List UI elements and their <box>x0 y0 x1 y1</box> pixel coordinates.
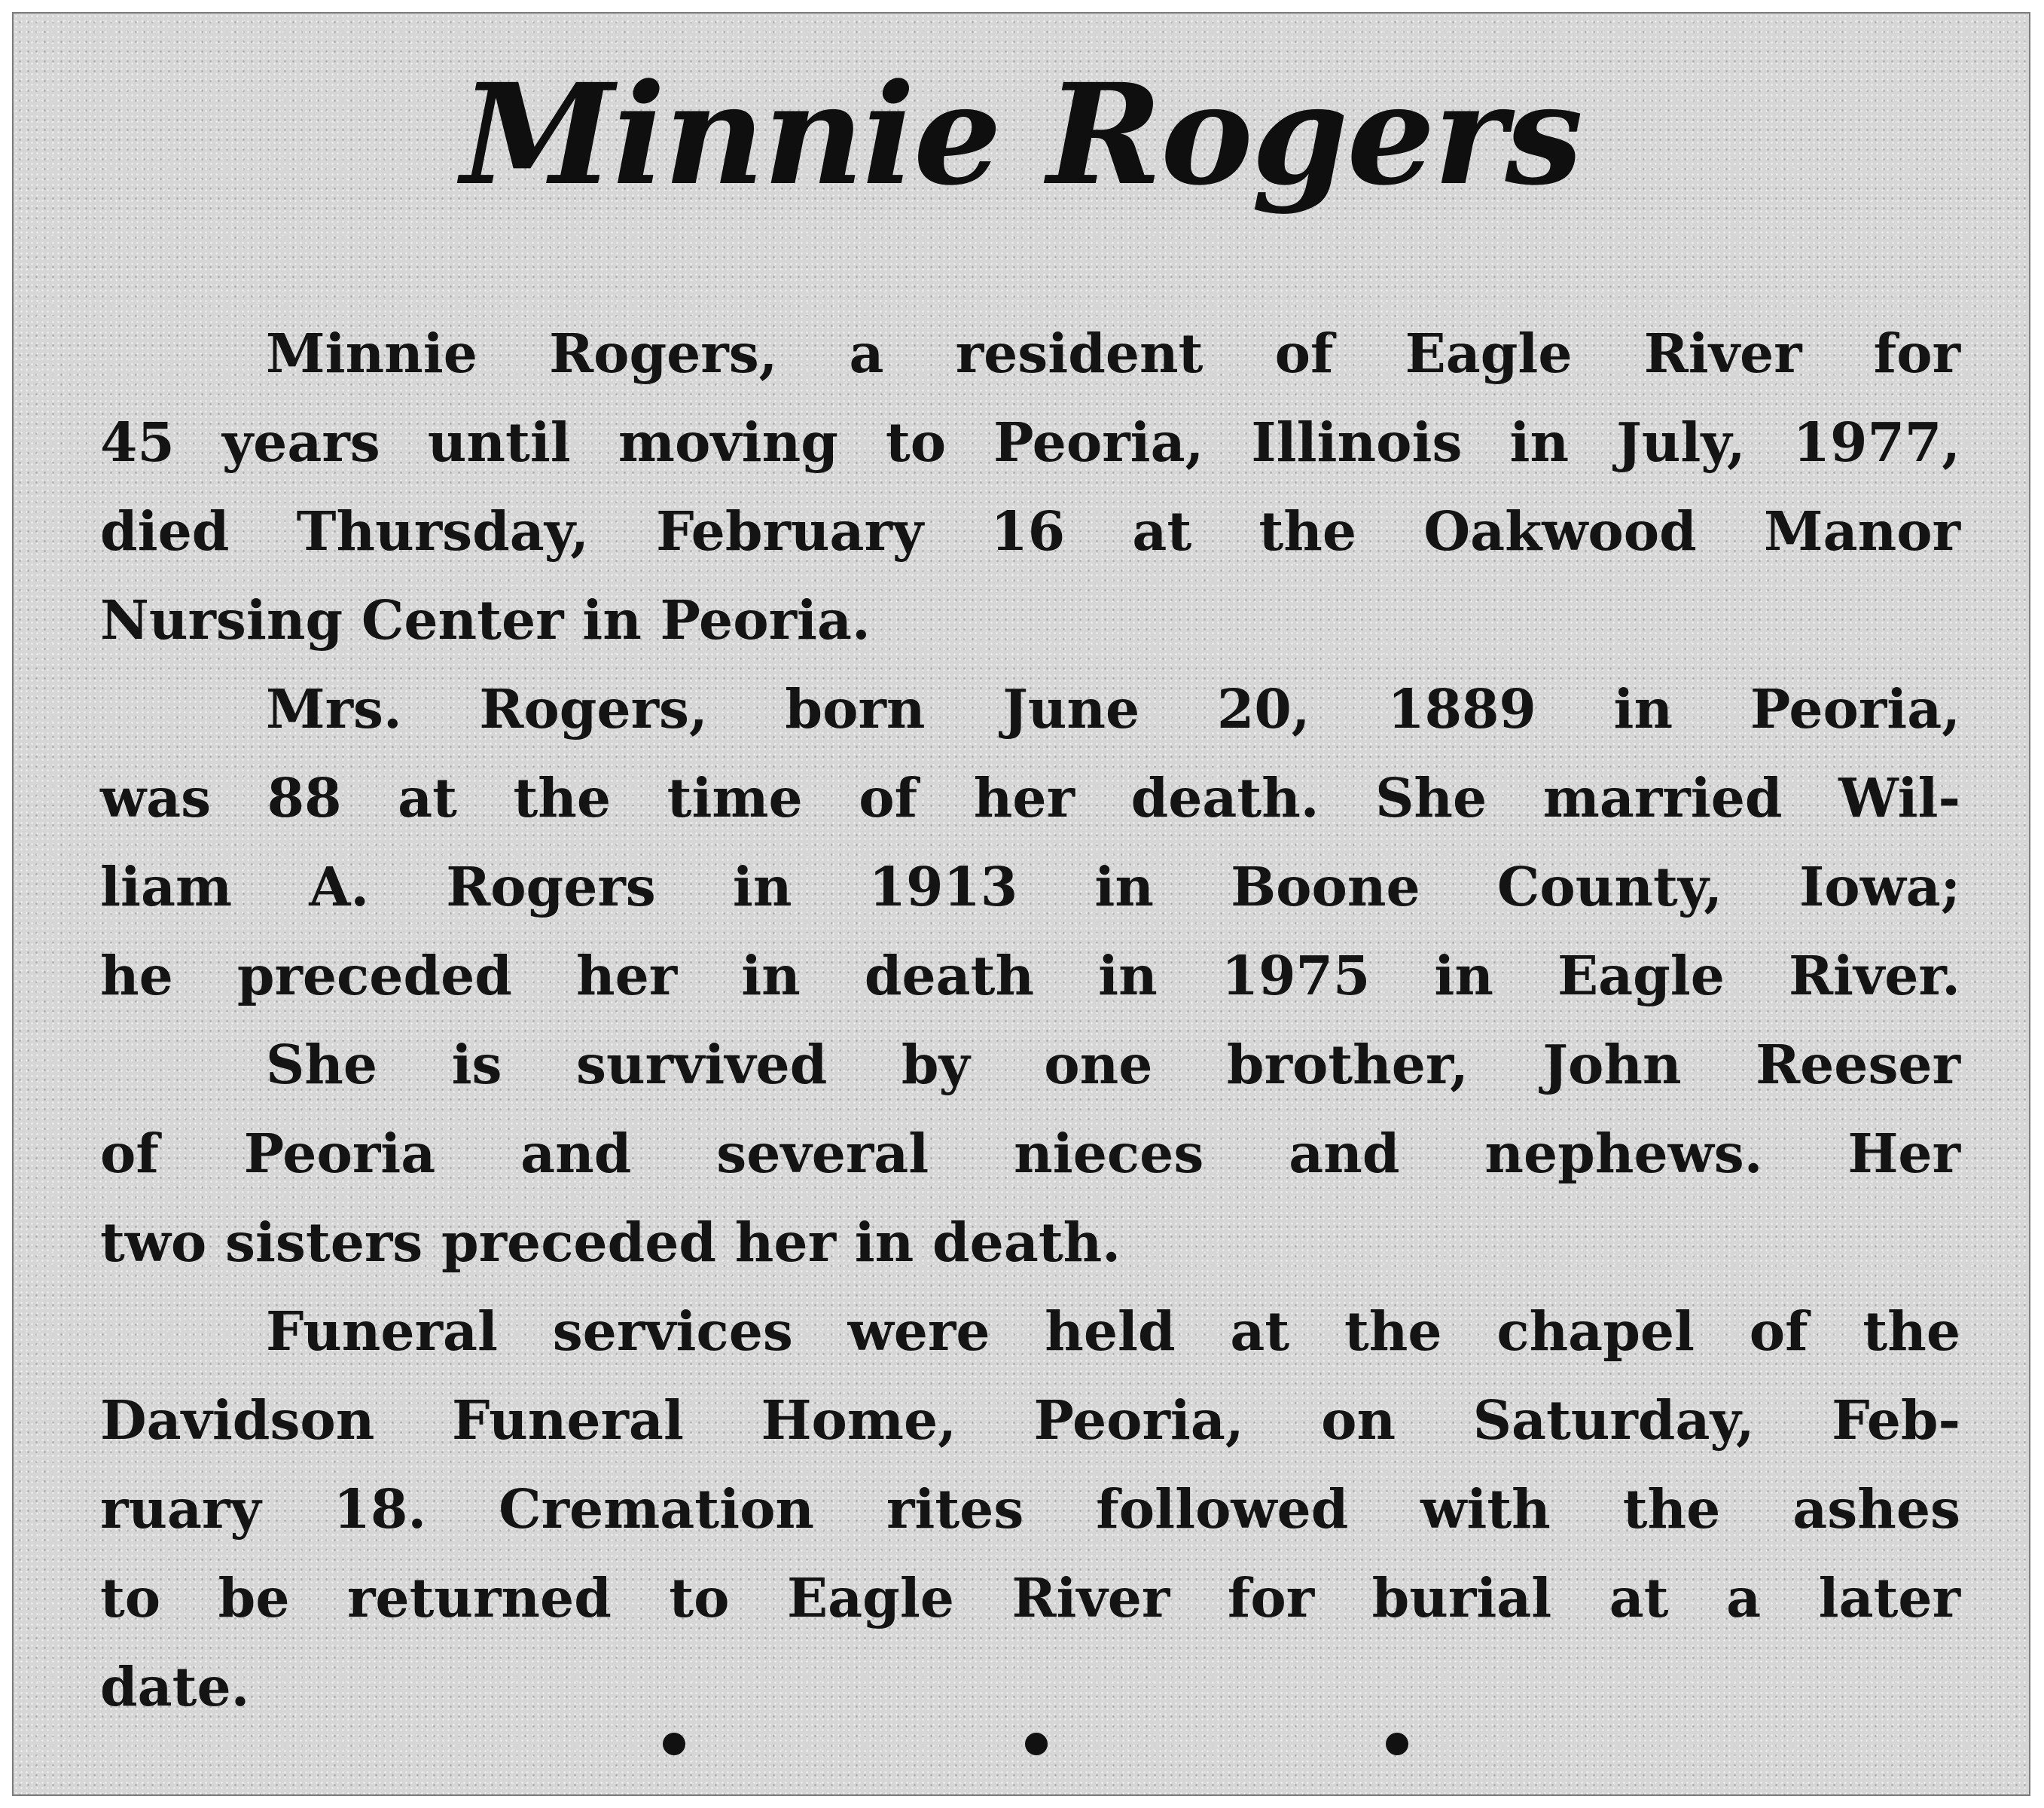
bullet-dot <box>1025 1733 1048 1755</box>
obituary-headline: Minnie Rogers <box>460 53 1582 216</box>
body-line: two sisters preceded her in death. <box>100 1211 1121 1274</box>
footer-bullets <box>14 1733 2029 1778</box>
obituary-body <box>100 309 1960 1731</box>
body-line: 45 years until moving to Peoria, Illinois in July, 1977, <box>100 411 1960 474</box>
bullet-dot <box>1386 1733 1408 1755</box>
body-line: died Thursday, February 16 at the Oakwood Manor <box>100 499 1960 563</box>
body-line: he preceded her in death in 1975 in Eagle River. <box>100 944 1960 1007</box>
body-line: Mrs. Rogers, born June 20, 1889 in Peoria, <box>266 677 1960 741</box>
body-line: Funeral services were held at the chapel of the <box>266 1300 1960 1363</box>
body-line: of Peoria and several nieces and nephews. Her <box>100 1122 1960 1185</box>
body-line: Minnie Rogers, a resident of Eagle River for <box>266 322 1960 385</box>
body-line: was 88 at the time of her death. She married Wil- <box>100 766 1960 829</box>
body-line: Davidson Funeral Home, Peoria, on Saturday, Feb- <box>100 1388 1960 1452</box>
body-line: ruary 18. Cremation rites followed with the ashes <box>100 1477 1960 1541</box>
body-line: date. <box>100 1655 250 1718</box>
body-line: to be returned to Eagle River for burial at a later <box>100 1566 1960 1629</box>
newspaper-clipping <box>12 12 2030 1796</box>
bullet-dot <box>663 1733 685 1755</box>
body-line: Nursing Center in Peoria. <box>100 588 871 652</box>
body-line: She is survived by one brother, John Reeser <box>266 1033 1960 1096</box>
body-line: liam A. Rogers in 1913 in Boone County, Iowa; <box>100 855 1960 918</box>
